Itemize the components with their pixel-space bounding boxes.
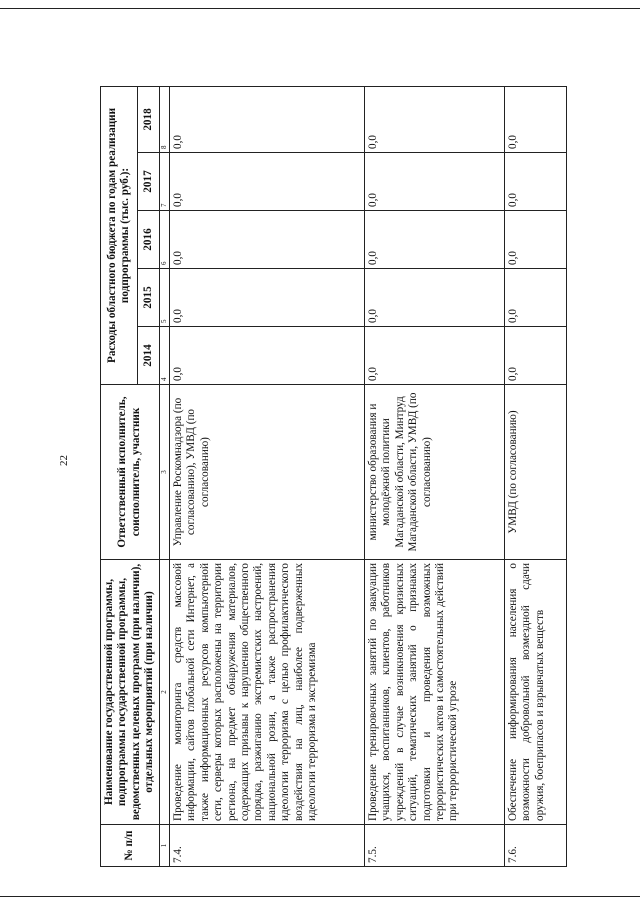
row-value-2016: 0,0 <box>364 211 504 269</box>
header-row <box>101 86 138 866</box>
table-row <box>504 86 566 866</box>
row-value-2018: 0,0 <box>504 86 566 152</box>
column-numbers-row <box>159 86 169 866</box>
table-row <box>364 86 504 866</box>
table-row <box>169 86 364 866</box>
page-bottom-edge <box>0 896 640 897</box>
header-year: 2016 <box>138 211 160 269</box>
row-value-2016: 0,0 <box>504 211 566 269</box>
row-value-2017: 0,0 <box>169 153 364 211</box>
row-value-2014: 0,0 <box>504 327 566 385</box>
column-number: 3 <box>159 385 169 560</box>
header-year: 2018 <box>138 86 160 152</box>
header-num: № п/п <box>101 825 160 867</box>
row-value-2016: 0,0 <box>169 211 364 269</box>
budget-table <box>100 86 567 867</box>
row-number: 7.6. <box>504 825 566 867</box>
column-number: 7 <box>159 153 169 211</box>
row-measure-name: Обеспечение информирования населения о возможности добровольной возмездной сдачи оружия, боеприпасов и взрывчатых веществ <box>504 560 566 825</box>
row-value-2014: 0,0 <box>364 327 504 385</box>
row-value-2015: 0,0 <box>364 269 504 327</box>
row-value-2015: 0,0 <box>504 269 566 327</box>
column-number: 2 <box>159 560 169 825</box>
page-top-edge <box>0 8 640 9</box>
row-executor: министерство образования и молодёжной политики Магаданской области, Минтруд Магаданской области, УМВД (по согласованию) <box>364 385 504 560</box>
header-budget: Расходы областного бюджета по годам реализации подпрограммы (тыс. руб.): <box>101 86 138 384</box>
column-number: 8 <box>159 86 169 152</box>
column-number: 1 <box>159 825 169 867</box>
column-number: 5 <box>159 269 169 327</box>
header-year: 2014 <box>138 327 160 385</box>
header-executor: Ответственный исполнитель, соисполнитель, участник <box>101 385 160 560</box>
header-year: 2015 <box>138 269 160 327</box>
row-value-2015: 0,0 <box>169 269 364 327</box>
column-number: 6 <box>159 211 169 269</box>
row-measure-name: Проведение мониторинга средств массовой информации, сайтов глобальной сети Интернет, а также информационных ресурсов компьютерной сети, серверы которых расположены на территории региона, на предмет обнаружения материалов, содержащих призывы к нарушению общественного порядка, разжиганию экстремистских настроений, национальной розни, а также распространения идеологии терроризма с целью профилактического воздействия на лиц, наиболее подверженных идеологии терроризма и экстремизма <box>169 560 364 825</box>
header-name: Наименование государственной программы, подпрограммы государственной программы, ведомственных целевых программ (при наличии), отдельных мероприятий (при наличии) <box>101 560 160 825</box>
row-value-2017: 0,0 <box>504 153 566 211</box>
column-number: 4 <box>159 327 169 385</box>
row-value-2014: 0,0 <box>169 327 364 385</box>
page-number: 22 <box>58 455 70 466</box>
row-number: 7.4. <box>169 825 364 867</box>
header-year: 2017 <box>138 153 160 211</box>
row-value-2017: 0,0 <box>364 153 504 211</box>
row-value-2018: 0,0 <box>169 86 364 152</box>
row-measure-name: Проведение тренировочных занятий по эвакуации учащихся, воспитанников, клиентов, работников учреждений в случае возникновения кризисных ситуаций, тематических занятий о признаках подготовки и проведения возможных террористических актов и самостоятельных действий при террористической угрозе <box>364 560 504 825</box>
row-executor: Управление Роскомнадзора (по согласованию), УМВД (по согласованию) <box>169 385 364 560</box>
rotated-page <box>100 87 546 867</box>
row-value-2018: 0,0 <box>364 86 504 152</box>
row-number: 7.5. <box>364 825 504 867</box>
row-executor: УМВД (по согласованию) <box>504 385 566 560</box>
